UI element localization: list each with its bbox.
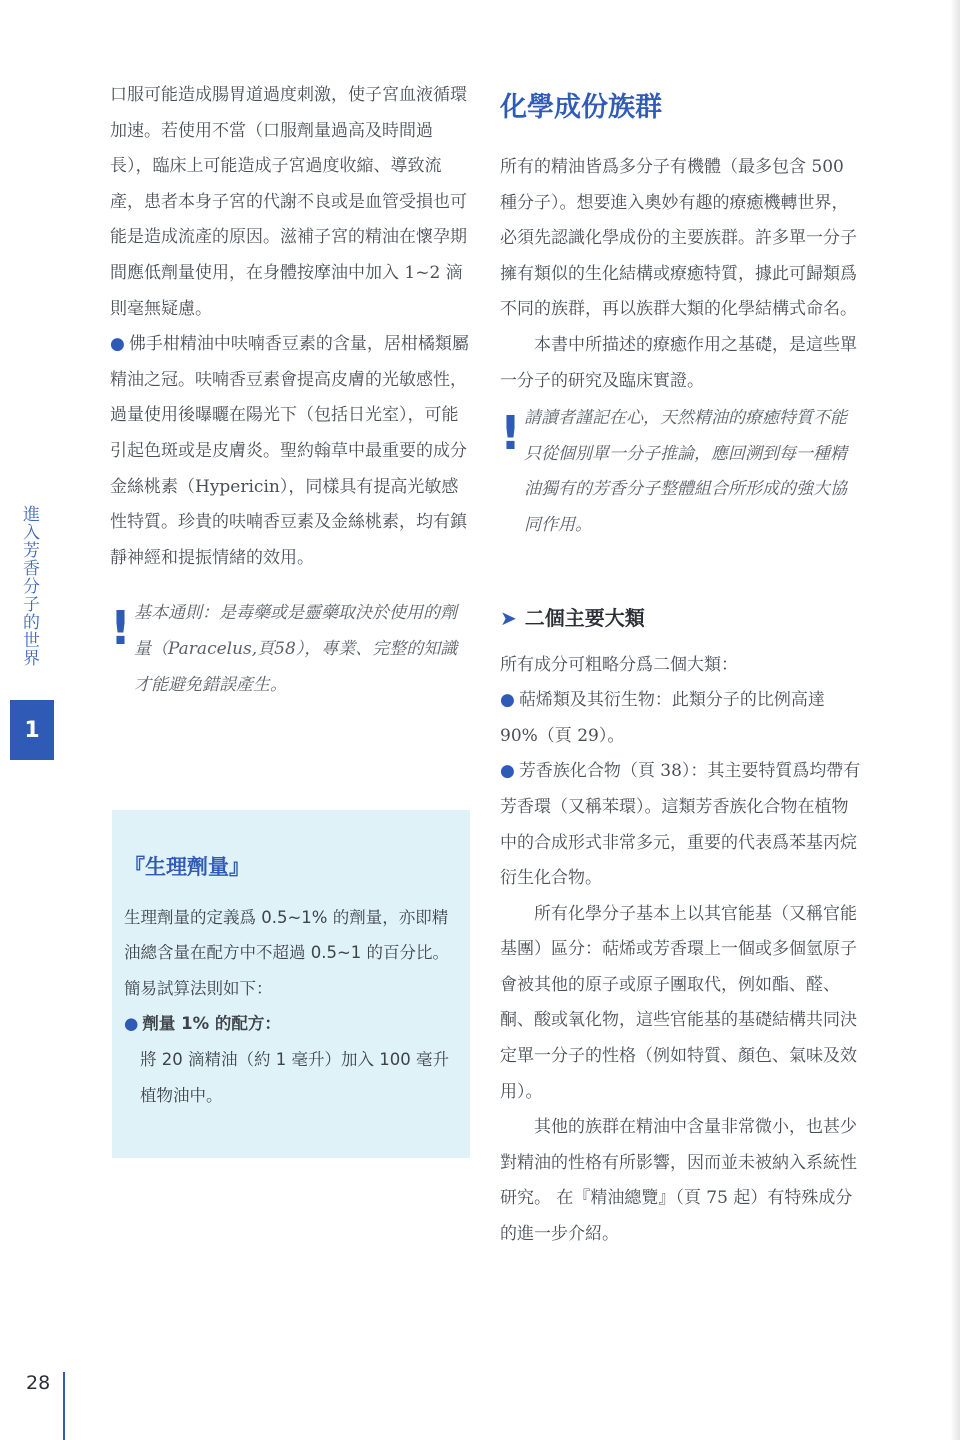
info-box-bullet [124,1006,458,1042]
subheading [500,598,862,638]
page-number: 28 [26,1372,51,1394]
body-paragraph: 所有化學分子基本上以其官能基（又稱官能基團）區分：萜烯或芳香環上一個或多個氫原子會被其他的原子或原子團取代，例如酯、醛、酮、酸或氧化物，這些官能基的基礎結構共同決定單一分子的性格（例如特質、顏色、氣味及效用）。 [500,903,857,1102]
right-column [500,80,862,1253]
bullet-dot-icon: ● [500,761,515,782]
page-number-rule [63,1372,65,1440]
note-block [500,401,862,543]
subheading-text: 二個主要大類 [524,605,645,630]
note-text: 基本通則：是毒藥或是靈藥取決於使用的劑量（Paracelus,頁58），專業、完整的知識才能避免錯誤產生。 [134,603,458,695]
chapter-number-tab: 1 [10,700,54,760]
arrow-right-icon: ➤ [500,605,517,630]
exclamation-icon: ! [500,406,521,461]
bullet-item [110,327,472,576]
info-box [112,810,470,1158]
body-paragraph: 本書中所描述的療癒作用之基礎，是這些單一分子的研究及臨床實證。 [500,334,857,391]
body-paragraph: 其他的族群在精油中含量非常微小，也甚少對精油的性格有所影響，因而並未被納入系統性研究。 在『精油總覽』（頁 75 起）有特殊成分的進一步介紹。 [500,1117,857,1245]
body-paragraph: 口服可能造成腸胃道過度刺激，使子宮血液循環加速。若使用不當（口服劑量過高及時間過長），臨床上可能造成子宮過度收縮、導致流產，患者本身子宮的代謝不良或是血管受損也可能是造成流產的原因。滋補子宮的精油在懷孕期間應低劑量使用，在身體按摩油中加入 1~2 滴則毫無疑慮。 [110,85,467,319]
section-title: 化學成份族群 [500,92,662,123]
note-block [110,596,472,703]
exclamation-icon: ! [110,601,131,656]
body-paragraph: 所有成分可粗略分爲二個大類： [500,654,738,675]
info-box-title: 『生理劑量』 [124,855,250,879]
info-box-bullet-title: 劑量 1% 的配方： [142,1014,281,1034]
body-paragraph: 所有的精油皆爲多分子有機體（最多包含 500 種分子）。想要進入奧妙有趣的療癒機轉世界，必須先認識化學成份的主要族群。許多單一分子擁有類似的生化結構或療癒特質，據此可歸類爲不同的族群，再以族群大類的化學結構式命名。 [500,157,857,320]
left-column [110,78,472,703]
bullet-dot-icon: ● [500,690,515,711]
bullet-dot-icon: ● [110,334,125,355]
note-text: 請讀者謹記在心，天然精油的療癒特質不能只從個別單一分子推論，應回溯到每一種精油獨有的芳香分子整體組合所形成的強大協同作用。 [524,408,847,535]
bullet-item [500,683,862,754]
bullet-text: 芳香族化合物（頁 38）：其主要特質爲均帶有芳香環（又稱苯環）。這類芳香族化合物在植物中的合成形式非常多元，重要的代表爲苯基丙烷衍生化合物。 [500,761,861,889]
bullet-item [500,754,862,896]
chapter-label: 進入芳香分子的世界 [19,505,39,667]
info-box-body: 生理劑量的定義爲 0.5~1% 的劑量，亦即精油總含量在配方中不超過 0.5~1 的百分比。簡易試算法則如下： [124,907,450,998]
bullet-text: 萜烯類及其衍生物：此類分子的比例高達 90%（頁 29）。 [500,690,825,746]
bullet-dot-icon: ● [124,1014,139,1034]
bullet-text: 佛手柑精油中呋喃香豆素的含量，居柑橘類屬精油之冠。呋喃香豆素會提高皮膚的光敏感性，過量使用後曝曬在陽光下（包括日光室），可能引起色斑或是皮膚炎。聖約翰草中最重要的成分金絲桃素（Hypericin），同樣具有提高光敏感性特質。珍貴的呋喃香豆素及金絲桃素，均有鎮靜神經和提振情緒的效用。 [110,334,469,568]
info-box-bullet-text: 將 20 滴精油（約 1 毫升）加入 100 毫升植物油中。 [140,1049,449,1105]
page-edge-shadow [950,0,960,1440]
